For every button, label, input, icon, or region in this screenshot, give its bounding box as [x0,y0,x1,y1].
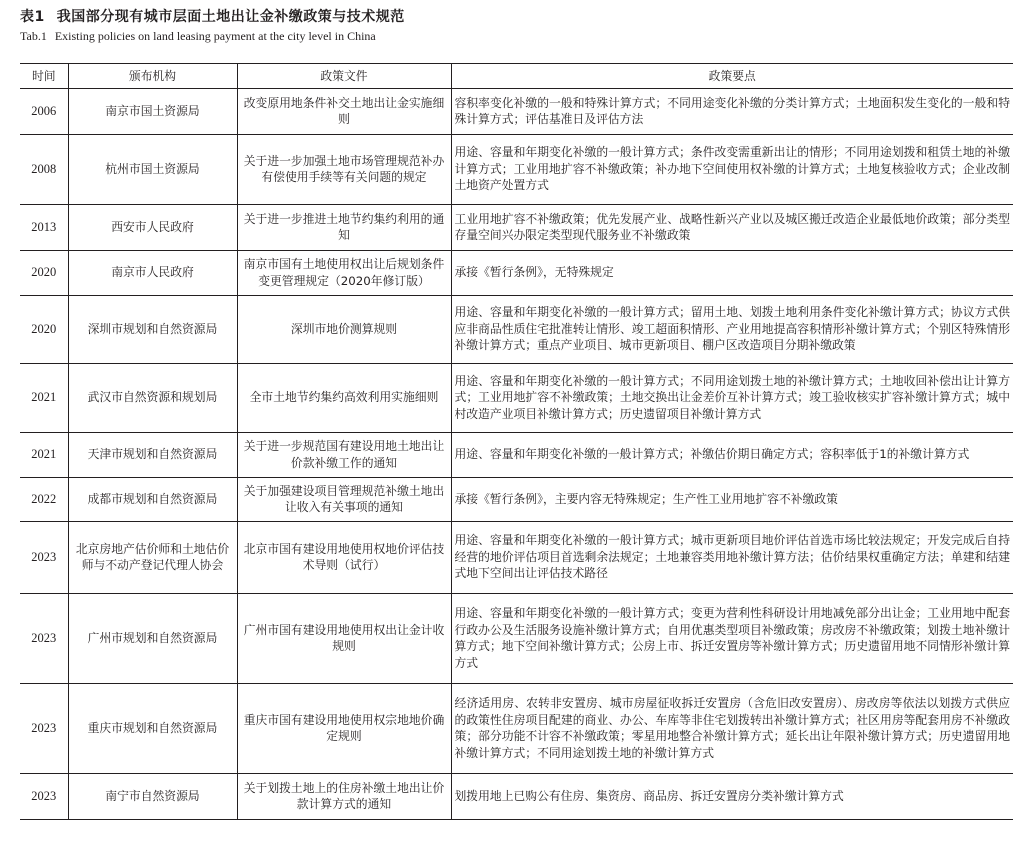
cell-agency: 北京房地产估价师和土地估价师与不动产登记代理人协会 [68,522,237,594]
table-row [20,478,1013,522]
cell-year: 2008 [20,135,68,205]
table-title-cn: 我国部分现有城市层面土地出让金补缴政策与技术规范 [56,9,405,25]
cell-document: 关于划拨土地上的住房补缴土地出让价款计算方式的通知 [237,774,451,820]
cell-document: 广州市国有建设用地使用权出让金计收规则 [237,594,451,684]
table-row [20,205,1013,251]
table-row [20,433,1013,478]
cell-year: 2023 [20,522,68,594]
header-agency: 颁布机构 [68,64,237,89]
cell-document: 北京市国有建设用地使用权地价评估技术导则（试行） [237,522,451,594]
table-row [20,594,1013,684]
cell-agency: 天津市规划和自然资源局 [68,433,237,478]
cell-document: 南京市国有土地使用权出让后规划条件变更管理规定（2020年修订版） [237,251,451,296]
cell-points: 用途、容量和年期变化补缴的一般计算方式；留用土地、划拨土地利用条件变化补缴计算方式；协议方式供应非商品性质住宅批准转让情形、竣工超面积情形、产业用地提高容积情形补缴计算方式；个别区特殊情形补缴计算方式；重点产业项目、城市更新项目、棚户区改造项目分期补缴政策 [451,296,1013,364]
cell-agency: 南京市人民政府 [68,251,237,296]
cell-year: 2022 [20,478,68,522]
cell-agency: 重庆市规划和自然资源局 [68,684,237,774]
caption-chinese [20,8,405,26]
table-row [20,296,1013,364]
cell-agency: 深圳市规划和自然资源局 [68,296,237,364]
policy-table [20,63,1013,820]
header-points: 政策要点 [451,64,1013,89]
cell-document: 重庆市国有建设用地使用权宗地地价确定规则 [237,684,451,774]
table-row [20,89,1013,135]
cell-year: 2021 [20,433,68,478]
cell-agency: 成都市规划和自然资源局 [68,478,237,522]
table-row [20,774,1013,820]
header-year: 时间 [20,64,68,89]
cell-year: 2013 [20,205,68,251]
caption-english [20,29,405,44]
cell-agency: 南宁市自然资源局 [68,774,237,820]
cell-points: 承接《暂行条例》，无特殊规定 [451,251,1013,296]
cell-document: 关于加强建设项目管理规范补缴土地出让收入有关事项的通知 [237,478,451,522]
cell-points: 工业用地扩容不补缴政策；优先发展产业、战略性新兴产业以及城区搬迁改造企业最低地价政策；部分类型存量空间兴办限定类型现代服务业不补缴政策 [451,205,1013,251]
table-row [20,135,1013,205]
cell-agency: 广州市规划和自然资源局 [68,594,237,684]
cell-year: 2020 [20,251,68,296]
table-header-row [20,64,1013,89]
cell-points: 经济适用房、农转非安置房、城市房屋征收拆迁安置房（含危旧改安置房）、房改房等依法以划拨方式供应的政策性住房项目配建的商业、办公、车库等非住宅划拨转出补缴计算方式；社区用房等配套用房不补缴政策；部分功能不计容不补缴政策；零星用地整合补缴计算方式；延长出让年限补缴计算方式；历史遗留用地补缴计算方式；不同用途划拨土地的补缴计算方式 [451,684,1013,774]
table-row [20,522,1013,594]
table-number-en: Tab.1 [20,29,47,43]
cell-points: 用途、容量和年期变化补缴的一般计算方式；变更为营利性科研设计用地减免部分出让金；工业用地中配套行政办公及生活服务设施补缴计算方式；自用优惠类型项目补缴政策；房改房不补缴政策；划拨土地补缴计算方式；地下空间补缴计算方式；公房上市、拆迁安置房等补缴计算方式；历史遗留用地不同情形补缴计算方式 [451,594,1013,684]
cell-agency: 杭州市国土资源局 [68,135,237,205]
table-caption [20,8,405,44]
cell-agency: 武汉市自然资源和规划局 [68,364,237,433]
cell-year: 2021 [20,364,68,433]
cell-document: 关于进一步推进土地节约集约利用的通知 [237,205,451,251]
cell-agency: 南京市国土资源局 [68,89,237,135]
table-row [20,364,1013,433]
cell-points: 用途、容量和年期变化补缴的一般计算方式；不同用途划拨土地的补缴计算方式；土地收回补偿出让计算方式；工业用地扩容不补缴政策；土地交换出让金差价互补计算方式；竣工验收核实扩容补缴计算方式；城中村改造产业项目补缴计算方式；历史遗留项目补缴计算方式 [451,364,1013,433]
cell-points: 划拨用地上已购公有住房、集资房、商品房、拆迁安置房分类补缴计算方式 [451,774,1013,820]
cell-points: 用途、容量和年期变化补缴的一般计算方式；城市更新项目地价评估首选市场比较法规定；开发完成后自持经营的地价评估项目首选剩余法规定；土地兼容类用地补缴计算方法；估价结果权重确定方法；单建和结建式地下空间出让评估技术路径 [451,522,1013,594]
cell-year: 2023 [20,684,68,774]
cell-year: 2006 [20,89,68,135]
cell-points: 用途、容量和年期变化补缴的一般计算方式；条件改变需重新出让的情形；不同用途划拨和租赁土地的补缴计算方式；工业用地扩容不补缴政策；补办地下空间使用权补缴的计算方式；土地复核验收方式；企业改制土地资产处置方式 [451,135,1013,205]
cell-points: 容积率变化补缴的一般和特殊计算方式；不同用途变化补缴的分类计算方式；土地面积发生变化的一般和特殊计算方式；评估基准日及评估方法 [451,89,1013,135]
header-document: 政策文件 [237,64,451,89]
cell-document: 关于进一步加强土地市场管理规范补办有偿使用手续等有关问题的规定 [237,135,451,205]
cell-agency: 西安市人民政府 [68,205,237,251]
table-row [20,684,1013,774]
cell-year: 2023 [20,594,68,684]
cell-points: 承接《暂行条例》，主要内容无特殊规定；生产性工业用地扩容不补缴政策 [451,478,1013,522]
cell-document: 关于进一步规范国有建设用地土地出让价款补缴工作的通知 [237,433,451,478]
cell-year: 2023 [20,774,68,820]
table-number-cn: 表1 [20,9,45,25]
table-row [20,251,1013,296]
cell-year: 2020 [20,296,68,364]
cell-points: 用途、容量和年期变化补缴的一般计算方式；补缴估价期日确定方式；容积率低于1的补缴计算方式 [451,433,1013,478]
cell-document: 改变原用地条件补交土地出让金实施细则 [237,89,451,135]
table-title-en: Existing policies on land leasing payment at the city level in China [54,29,376,43]
cell-document: 深圳市地价测算规则 [237,296,451,364]
cell-document: 全市土地节约集约高效利用实施细则 [237,364,451,433]
